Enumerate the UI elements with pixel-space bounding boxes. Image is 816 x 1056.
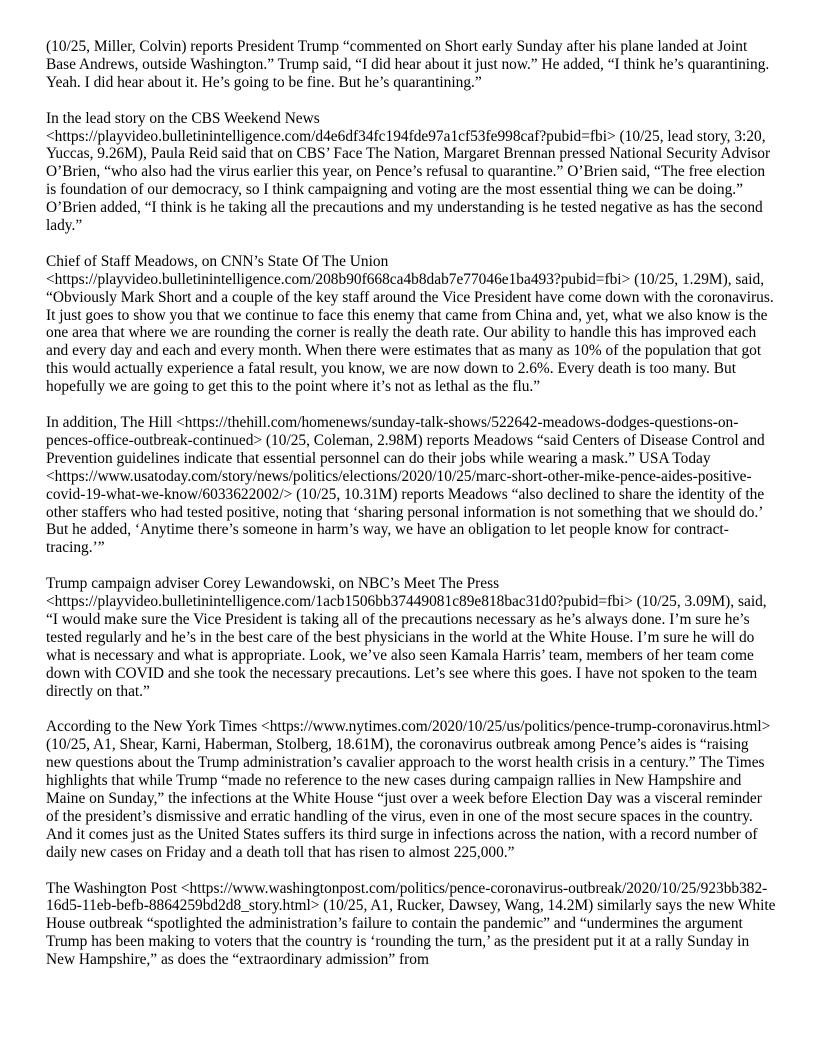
paragraph-washington-post bbox=[46, 880, 776, 970]
paragraph-trump-comment bbox=[46, 38, 776, 92]
paragraph-text: In the lead story on the CBS Weekend News bbox=[46, 109, 320, 127]
the-hill-link[interactable]: <https://thehill.com/homenews/sunday-talk-shows/522642-meadows-dodges-questions-on-pences-office-outbreak-continued> bbox=[46, 413, 739, 449]
paragraph-new-york-times bbox=[46, 718, 776, 861]
paragraph-text: (10/25, 1.29M), said, “Obviously Mark Short and a couple of the key staff around the Vice President have come down with the coronavirus. It just goes to show you that we continue to face this enemy that came from China and, yet, what we also know is the one area that where we are rounding the corner is really the death rate. Our ability to handle this has improved each and every day and each and every month. When there were estimates that as many as 10% of the population that got this would actually experience a fatal result, you know, we are now down to 2.6%. Every death is too many. But hopefully we are going to get this to the point where it’s not as lethal as the flu.” bbox=[46, 270, 774, 396]
paragraph-the-hill bbox=[46, 414, 776, 557]
paragraph-meadows-cnn bbox=[46, 253, 776, 396]
paragraph-text: (10/25, A1, Shear, Karni, Haberman, Stolberg, 18.61M), the coronavirus outbreak among Pence’s aides is “raising new questions about the Trump administration’s cavalier approach to the worst health crisis in a century.” The Times highlights that while Trump “made no reference to the new cases during campaign rallies in New Hampshire and Maine on Sunday,” the infections at the White House “just over a week before Election Day was a visceral reminder of the president’s dismissive and erratic handling of the virus, even in one of the most secure spaces in the country. And it comes just as the United States suffers its third surge in infections across the nation, with a record number of daily new cases on Friday and a death toll that has risen to almost 225,000.” bbox=[46, 736, 765, 861]
paragraph-text: In addition, The Hill bbox=[46, 413, 177, 431]
paragraph-text: The Washington Post bbox=[46, 879, 181, 897]
washington-post-link[interactable]: <https://www.washingtonpost.com/politics/pence-coronavirus-outbreak/2020/10/25/923bb382-16d5-11eb-befb-8864259bd2d8_story.html> bbox=[46, 879, 768, 915]
document-page bbox=[46, 38, 776, 987]
nytimes-link[interactable]: <https://www.nytimes.com/2020/10/25/us/politics/pence-trump-coronavirus.html> bbox=[261, 718, 771, 736]
cnn-video-link[interactable]: <https://playvideo.bulletinintelligence.com/208b90f668ca4b8dab7e77046e1ba493?pubid=fbi> bbox=[46, 270, 631, 288]
cbs-video-link[interactable]: <https://playvideo.bulletinintelligence.com/d4e6df34fc194fde97a1cf53fe998caf?pubid=fbi> bbox=[46, 127, 616, 145]
paragraph-cbs-weekend-news bbox=[46, 110, 776, 235]
paragraph-text: Trump campaign adviser Corey Lewandowski, on NBC’s Meet The Press bbox=[46, 575, 500, 593]
paragraph-text: (10/25, A1, Rucker, Dawsey, Wang, 14.2M) similarly says the new White House outbreak “spotlighted the administration’s failure to contain the pandemic” and “undermines the argument Trump has been making to voters that the country is ‘rounding the turn,’ as the president put it at a rally Sunday in New Hampshire,” as does the “extraordinary admission” from bbox=[46, 897, 776, 969]
paragraph-text: (10/25, Miller, Colvin) reports President Trump “commented on Short early Sunday after his plane landed at Joint Base Andrews, outside Washington.” Trump said, “I did hear about it just now.” He added, “I think he’s quarantining. Yeah. I did hear about it. He’s going to be fine. But he’s quarantining.” bbox=[46, 38, 770, 91]
paragraph-text: According to the New York Times bbox=[46, 718, 262, 736]
paragraph-lewandowski-nbc bbox=[46, 575, 776, 700]
paragraph-text: (10/25, lead story, 3:20, Yuccas, 9.26M), Paula Reid said that on CBS’ Face The Nation, Margaret Brennan pressed National Security Advisor O’Brien, “who also had the virus earlier this year, on Pence’s refusal to quarantine.” O’Brien said, “The free election is foundation of our democracy, so I think campaigning and voting are the most essential thing we can be doing.” O’Brien added, “I think is he taking all the precautions and my understanding is he tested negative as has the second lady.” bbox=[46, 127, 771, 235]
paragraph-text: Chief of Staff Meadows, on CNN’s State Of The Union bbox=[46, 252, 389, 270]
paragraph-text: (10/25, 3.09M), said, “I would make sure the Vice President is taking all of the precautions necessary as he’s always done. I’m sure he’s tested regularly and he’s in the best care of the best physicians in the world at the White House. I’m sure he will do what is necessary and what is appropriate. Look, we’ve also seen Kamala Harris’ team, members of her team come down with COVID and she took the necessary precautions. Let’s see where this goes. I have not spoken to the team directly on that.” bbox=[46, 593, 767, 700]
nbc-video-link[interactable]: <https://playvideo.bulletinintelligence.com/1acb1506bb37449081c89e818bac31d0?pubid=fbi> bbox=[46, 593, 633, 611]
paragraph-text: (10/25, Coleman, 2.98M) reports Meadows “said Centers of Disease Control and Prevention guidelines indicate that essential personnel can do their jobs while wearing a mask.” USA Today <https://www.usatoday.com/story/news/politics/elections/2020/10/25/marc-short-other-mike-pence-aides-positive-covid-19-what-we-know/6033622002/> (10/25, 10.31M) reports Meadows “also declined to share the identity of the other staffers who had tested positive, noting that ‘sharing personal information is not something that we should do.’ But he added, ‘Anytime there’s someone in harm’s way, we have an obligation to let people know for contract-tracing.’” bbox=[46, 431, 765, 557]
